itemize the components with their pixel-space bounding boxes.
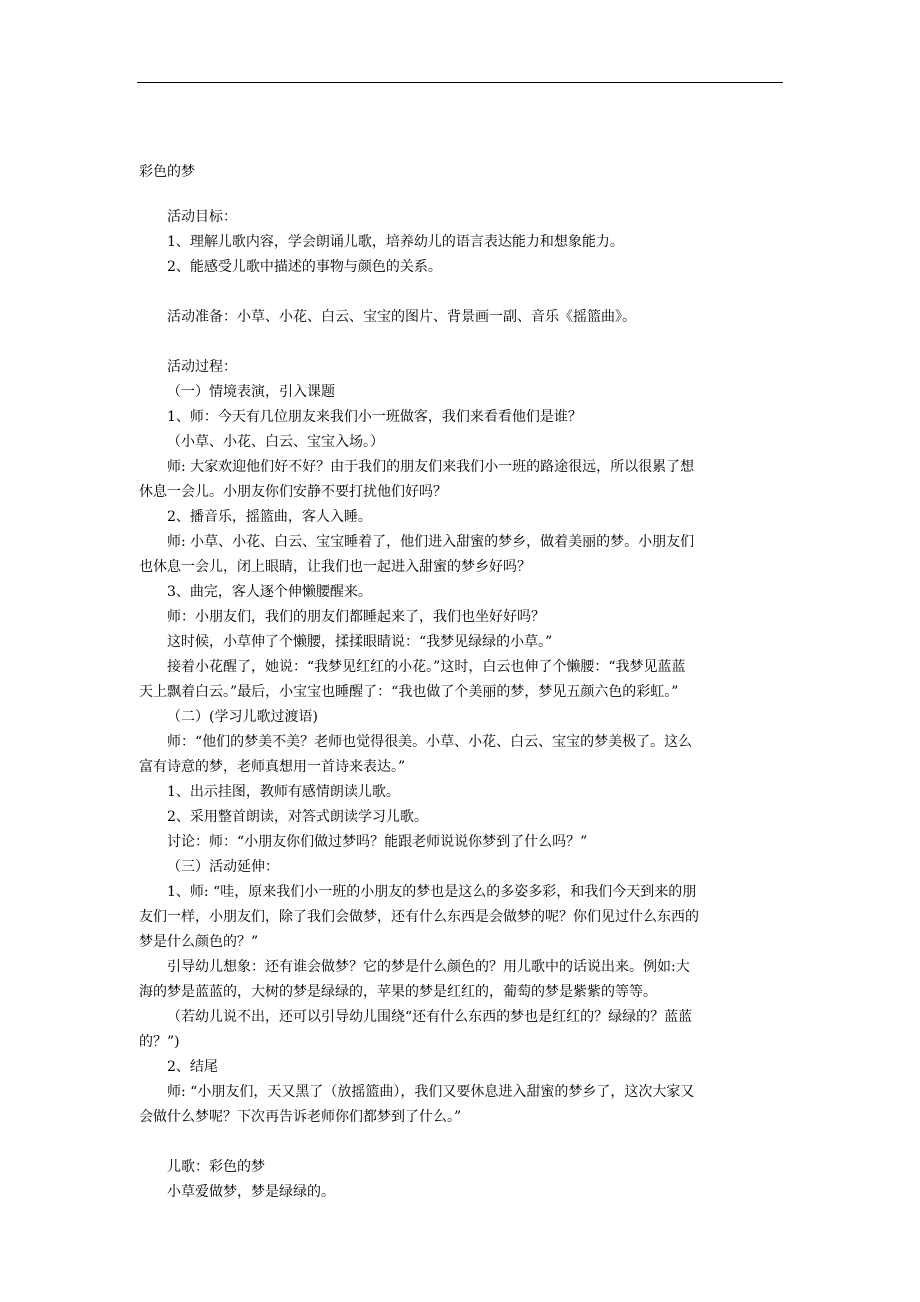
process-line: 接着小花醒了，她说：“我梦见红红的小花。”这时，白云也伸了个懒腰：“我梦见蓝蓝: [167, 659, 686, 675]
process-line: 2、采用整首朗读，对答式朗读学习儿歌。: [167, 809, 428, 825]
song-line: 小草爱做梦，梦是绿绿的。: [167, 1184, 335, 1200]
process-line: （若幼儿说不出，还可以引导幼儿围绕“还有什么东西的梦也是红红的？绿绿的？蓝蓝: [167, 1009, 693, 1025]
process-line: 师: 小草、小花、白云、宝宝睡着了，他们进入甜蜜的梦乡，做着美丽的梦。小朋友们: [167, 534, 695, 550]
process-line: 梦是什么颜色的？”: [139, 934, 259, 950]
process-line: （一）情境表演，引入课题: [167, 384, 335, 400]
process-line: 引导幼儿想象：还有谁会做梦？它的梦是什么颜色的？用儿歌中的话说出来。例如:大: [167, 959, 690, 975]
process-line: 师：小朋友们，我们的朋友们都睡起来了，我们也坐好好吗？: [167, 609, 545, 625]
process-line: 1、师：今天有几位朋友来我们小一班做客，我们来看看他们是谁？: [167, 409, 582, 425]
process-line: 休息一会儿。小朋友你们安静不要打扰他们好吗？: [139, 484, 447, 500]
process-line: 师: 大家欢迎他们好不好？由于我们的朋友们来我们小一班的路途很远，所以很累了想: [167, 459, 695, 475]
process-line: 1、出示挂图，教师有感情朗读儿歌。: [167, 784, 400, 800]
process-line: （二）(学习儿歌过渡语): [167, 709, 318, 725]
goals-heading: 活动目标：: [167, 209, 237, 225]
document-title: 彩色的梦: [139, 164, 195, 180]
header-rule: [137, 82, 783, 83]
process-line: 师：“他们的梦美不美？老师也觉得很美。小草、小花、白云、宝宝的梦美极了。这么: [167, 734, 693, 750]
process-line: 友们一样，小朋友们，除了我们会做梦，还有什么东西是会做梦的呢？你们见过什么东西的: [139, 909, 699, 925]
paragraph-gap: [139, 1130, 789, 1155]
process-line: 师: “小朋友们，天又黑了（放摇篮曲），我们又要休息进入甜蜜的梦乡了，这次大家又: [167, 1084, 695, 1100]
process-line: 的？”): [139, 1034, 180, 1050]
process-line: 3、曲完，客人逐个伸懒腰醒来。: [167, 584, 372, 600]
process-line: 1、师: “哇，原来我们小一班的小朋友的梦也是这么的多姿多彩，和我们今天到来的朋: [167, 884, 697, 900]
process-heading: 活动过程：: [167, 359, 237, 375]
preparation-line: 活动准备：小草、小花、白云、宝宝的图片、背景画一副、音乐《摇篮曲》。: [167, 309, 636, 325]
process-line: 讨论：师：“小朋友你们做过梦吗？能跟老师说说你梦到了什么吗？”: [167, 834, 588, 850]
goal-line: 1、理解儿歌内容，学会朗诵儿歌，培养幼儿的语言表达能力和想象能力。: [167, 234, 624, 250]
process-line: 会做什么梦呢？下次再告诉老师你们都梦到了什么。”: [139, 1109, 462, 1125]
goal-line: 2、能感受儿歌中描述的事物与颜色的关系。: [167, 259, 442, 275]
process-line: （三）活动延伸：: [167, 859, 279, 875]
process-line: 2、结尾: [167, 1059, 218, 1075]
process-line: 天上飘着白云。”最后，小宝宝也睡醒了：“我也做了个美丽的梦，梦见五颜六色的彩虹。”: [139, 684, 679, 700]
process-line: 海的梦是蓝蓝的，大树的梦是绿绿的，苹果的梦是红红的，葡萄的梦是紫紫的等等。: [139, 984, 657, 1000]
process-line: 富有诗意的梦，老师真想用一首诗来表达。”: [139, 759, 406, 775]
process-line: （小草、小花、白云、宝宝入场。）: [167, 434, 384, 450]
process-line: 2、播音乐，摇篮曲，客人入睡。: [167, 509, 372, 525]
paragraph-gap: [139, 330, 789, 355]
process-line: 也休息一会儿，闭上眼睛，让我们也一起进入甜蜜的梦乡好吗？: [139, 559, 531, 575]
document-body: [139, 205, 789, 1205]
song-heading: 儿歌：彩色的梦: [167, 1159, 265, 1175]
process-line: 这时候，小草伸了个懒腰，揉揉眼睛说：“我梦见绿绿的小草。”: [167, 634, 553, 650]
paragraph-gap: [139, 280, 789, 305]
